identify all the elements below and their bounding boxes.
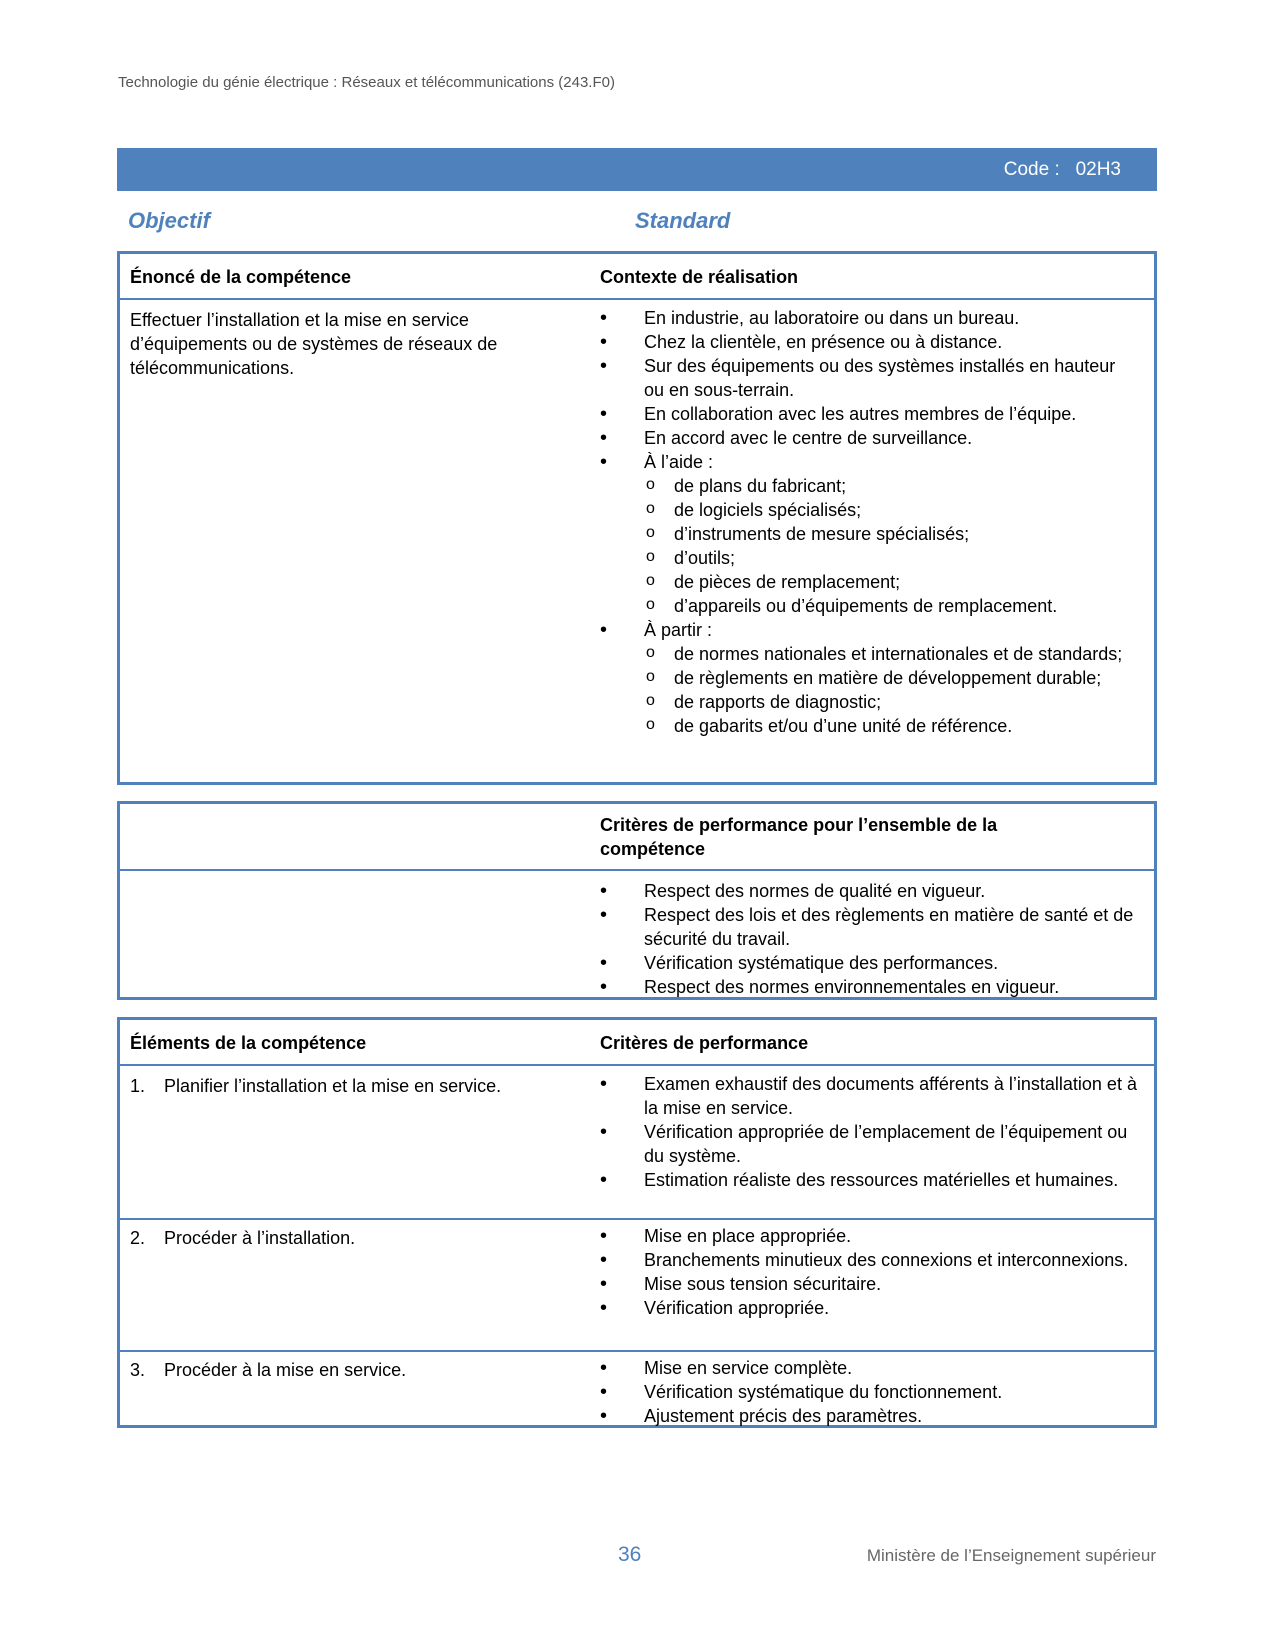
list-item: • Ajustement précis des paramètres. — [600, 1404, 1140, 1428]
context-header: Contexte de réalisation — [600, 267, 799, 287]
overall-criteria-table — [117, 801, 1157, 1000]
list-item: • Respect des lois et des règlements en matière de santé et de sécurité du travail. — [600, 903, 1140, 951]
list-item: • Sur des équipements ou des systèmes installés en hauteur ou en sous-terrain. — [600, 354, 1140, 402]
criteria-list — [600, 1072, 1140, 1192]
list-item: • Mise en place appropriée. — [600, 1224, 1140, 1248]
table-header — [120, 1020, 1154, 1066]
element-number: 2. — [130, 1228, 146, 1248]
standard-heading: Standard — [635, 208, 731, 233]
aide-sublist — [644, 474, 1140, 618]
list-item: • Vérification appropriée de l’emplacement de l’équipement ou du système. — [600, 1120, 1140, 1168]
list-item: • Vérification appropriée. — [600, 1296, 1140, 1320]
context-list — [600, 306, 1140, 738]
table-row — [120, 1220, 1154, 1352]
list-item: • Vérification systématique du fonctionnement. — [600, 1380, 1140, 1404]
code-label: Code : — [1003, 159, 1060, 180]
element-text: Planifier l’installation et la mise en service. — [164, 1076, 502, 1096]
list-item: o de gabarits et/ou d’une unité de référence. — [644, 714, 1140, 738]
page-number: 36 — [618, 1543, 642, 1566]
list-item: o d’appareils ou d’équipements de remplacement. — [644, 594, 1140, 618]
list-item: • Respect des normes de qualité en vigueur. — [600, 879, 1140, 903]
list-item: • En accord avec le centre de surveillance. — [600, 426, 1140, 450]
element-text: Procéder à la mise en service. — [164, 1360, 407, 1380]
aide-label: À l’aide : — [644, 452, 714, 472]
list-item: o de normes nationales et internationales et de standards; — [644, 642, 1140, 666]
competency-code — [1004, 159, 1121, 181]
list-item: • Mise sous tension sécuritaire. — [600, 1272, 1140, 1296]
overall-criteria-list — [600, 879, 1140, 999]
element-3 — [130, 1358, 560, 1382]
element-2 — [130, 1226, 560, 1250]
running-header: Technologie du génie électrique : Réseaux et télécommunications (243.F0) — [118, 74, 615, 91]
table-row — [120, 871, 1154, 999]
criteria-list — [600, 1224, 1140, 1320]
list-item: o d’outils; — [644, 546, 1140, 570]
table-row — [120, 1352, 1154, 1432]
table-row — [120, 300, 1154, 780]
table-row — [120, 1066, 1154, 1220]
list-item: • Chez la clientèle, en présence ou à distance. — [600, 330, 1140, 354]
list-item — [600, 618, 1140, 738]
list-item — [600, 450, 1140, 618]
list-item: o de plans du fabricant; — [644, 474, 1140, 498]
list-item: • Branchements minutieux des connexions et interconnexions. — [600, 1248, 1140, 1272]
competency-statement: Effectuer l’installation et la mise en service d’équipements ou de systèmes de réseaux de télécommunications. — [130, 310, 498, 378]
elements-criteria-table — [117, 1017, 1157, 1428]
list-item: • En collaboration avec les autres membres de l’équipe. — [600, 402, 1140, 426]
statement-header: Énoncé de la compétence — [130, 267, 352, 287]
overall-criteria-header: Critères de performance pour l’ensemble de la compétence — [600, 815, 998, 859]
table-header — [120, 254, 1154, 300]
section-headings — [128, 208, 1148, 236]
elements-header: Éléments de la compétence — [130, 1033, 367, 1053]
list-item: • Vérification systématique des performances. — [600, 951, 1140, 975]
statement-context-table — [117, 251, 1157, 785]
list-item: • Examen exhaustif des documents afférents à l’installation et à la mise en service. — [600, 1072, 1140, 1120]
list-item: o de pièces de remplacement; — [644, 570, 1140, 594]
code-value: 02H3 — [1075, 159, 1121, 180]
table-header — [120, 804, 1154, 871]
objective-heading: Objectif — [128, 208, 210, 233]
element-number: 3. — [130, 1360, 146, 1380]
list-item: o d’instruments de mesure spécialisés; — [644, 522, 1140, 546]
list-item: o de rapports de diagnostic; — [644, 690, 1140, 714]
competency-code-bar — [117, 148, 1157, 191]
criteria-list — [600, 1356, 1140, 1428]
list-item: • En industrie, au laboratoire ou dans un bureau. — [600, 306, 1140, 330]
element-text: Procéder à l’installation. — [164, 1228, 356, 1248]
list-item: • Estimation réaliste des ressources matérielles et humaines. — [600, 1168, 1140, 1192]
list-item: o de logiciels spécialisés; — [644, 498, 1140, 522]
partir-label: À partir : — [644, 620, 713, 640]
list-item: • Respect des normes environnementales en vigueur. — [600, 975, 1140, 999]
criteria-header: Critères de performance — [600, 1033, 809, 1053]
partir-sublist — [644, 642, 1140, 738]
element-number: 1. — [130, 1076, 146, 1096]
element-1 — [130, 1074, 560, 1098]
footer-organization: Ministère de l’Enseignement supérieur — [866, 1546, 1156, 1565]
list-item: • Mise en service complète. — [600, 1356, 1140, 1380]
list-item: o de règlements en matière de développement durable; — [644, 666, 1140, 690]
